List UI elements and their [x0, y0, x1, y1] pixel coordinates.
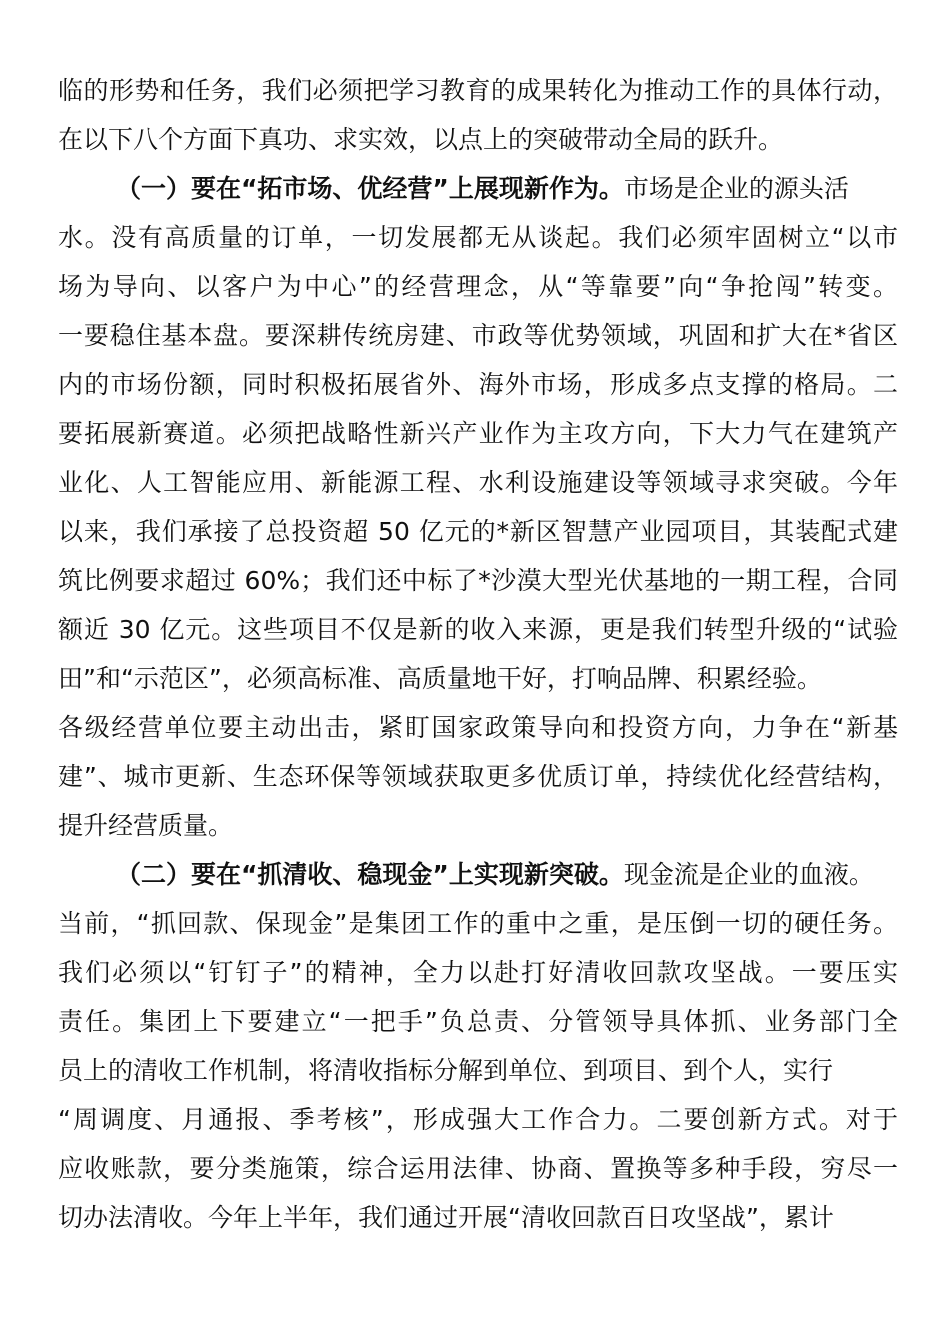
text-line-5: 场为导向、以客户为中心”的经营理念，从“等靠要”向“争抢闯”转变。 [58, 272, 898, 301]
text-line-4: 水。没有高质量的订单，一切发展都无从谈起。我们必须牢固树立“以市 [58, 223, 898, 252]
text-line-12: 额近 30 亿元。这些项目不仅是新的收入来源，更是我们转型升级的“试验 [58, 615, 898, 644]
text-line-18: 当前，“抓回款、保现金”是集团工作的重中之重，是压倒一切的硬任务。 [58, 909, 898, 938]
section-heading-1: （一）要在“拓市场、优经营”上展现新作为。 [116, 174, 624, 203]
text-line-6: 一要稳住基本盘。要深耕传统房建、市政等优势领域，巩固和扩大在*省区 [58, 321, 898, 350]
text-line-14: 各级经营单位要主动出击，紧盯国家政策导向和投资方向，力争在“新基 [58, 713, 898, 742]
section-2-first-line [116, 850, 898, 899]
text-line-20: 责任。集团上下要建立“一把手”负总责、分管领导具体抓、业务部门全 [58, 1007, 898, 1036]
text-line-10: 以来，我们承接了总投资超 50 亿元的*新区智慧产业园项目，其装配式建 [58, 517, 898, 546]
text-line-9: 业化、人工智能应用、新能源工程、水利设施建设等领域寻求突破。今年 [58, 468, 898, 497]
text-line-15: 建”、城市更新、生态环保等领域获取更多优质订单，持续优化经营结构， [58, 762, 898, 791]
section-heading-2: （二）要在“抓清收、稳现金”上实现新突破。 [116, 860, 624, 889]
section-2-lead-text: 现金流是企业的血液。 [623, 860, 874, 889]
section-1-lead-text: 市场是企业的源头活 [623, 174, 849, 203]
text-line-21: 员上的清收工作机制，将清收指标分解到单位、到项目、到个人，实行 [58, 1056, 834, 1085]
text-line-1: 临的形势和任务，我们必须把学习教育的成果转化为推动工作的具体行动， [58, 76, 898, 105]
text-line-13: 田”和“示范区”，必须高标准、高质量地干好，打响品牌、积累经验。 [58, 664, 822, 693]
text-line-7: 内的市场份额，同时积极拓展省外、海外市场，形成多点支撑的格局。二 [58, 370, 898, 399]
text-line-23: 应收账款，要分类施策，综合运用法律、协商、置换等多种手段，穷尽一 [58, 1154, 898, 1183]
text-line-24: 切办法清收。今年上半年，我们通过开展“清收回款百日攻坚战”，累计 [58, 1203, 834, 1232]
text-line-19: 我们必须以“钉钉子”的精神，全力以赴打好清收回款攻坚战。一要压实 [58, 958, 898, 987]
text-line-11: 筑比例要求超过 60%；我们还中标了*沙漠大型光伏基地的一期工程，合同 [58, 566, 898, 595]
text-line-16: 提升经营质量。 [58, 811, 234, 840]
section-1-first-line [116, 164, 898, 213]
text-line-22: “周调度、月通报、季考核”，形成强大工作合力。二要创新方式。对于 [58, 1105, 898, 1134]
text-line-8: 要拓展新赛道。必须把战略性新兴产业作为主攻方向，下大力气在建筑产 [58, 419, 898, 448]
text-line-2: 在以下八个方面下真功、求实效，以点上的突破带动全局的跃升。 [58, 125, 784, 154]
